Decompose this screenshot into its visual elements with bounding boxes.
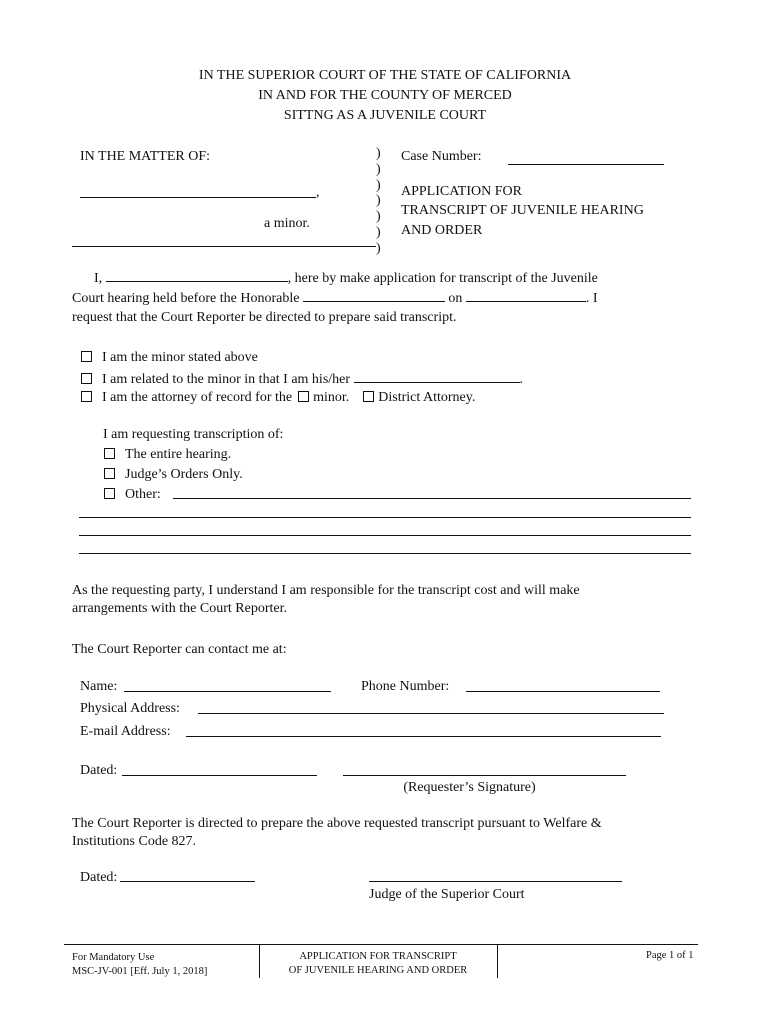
case-number-line[interactable] xyxy=(508,164,664,165)
contact-heading: The Court Reporter can contact me at: xyxy=(72,642,287,657)
hearing-date-field[interactable] xyxy=(466,288,586,302)
judge-name-field[interactable] xyxy=(303,288,445,302)
other-checkbox[interactable] xyxy=(104,488,115,499)
applicant-name-field[interactable] xyxy=(106,268,288,282)
footer-mandatory: For Mandatory Use xyxy=(72,952,155,963)
application-line2 xyxy=(72,288,598,308)
paren: ) xyxy=(376,240,381,256)
form-title-line1: APPLICATION FOR xyxy=(401,184,522,199)
other-field-line[interactable] xyxy=(79,535,691,536)
court-header-line2: IN AND FOR THE COUNTY OF MERCED xyxy=(258,88,512,103)
case-number-label: Case Number: xyxy=(401,149,482,164)
option-label: I am the attorney of record for the xyxy=(102,390,293,405)
relationship-option-minor xyxy=(81,349,258,367)
caption-divider xyxy=(376,146,381,257)
footer-rule xyxy=(64,944,698,945)
minor-name-comma: , xyxy=(316,185,320,200)
phone-label: Phone Number: xyxy=(361,679,450,694)
minor-checkbox[interactable] xyxy=(81,351,92,362)
option-label: I am related to the minor in that I am his/her xyxy=(102,372,351,387)
paren: ) xyxy=(376,209,381,225)
name-field[interactable] xyxy=(124,691,331,692)
option-label: Judge’s Orders Only. xyxy=(125,467,243,482)
transcription-heading: I am requesting transcription of: xyxy=(103,427,284,442)
address-label: Physical Address: xyxy=(80,701,180,716)
option-label: The entire hearing. xyxy=(125,447,232,462)
responsibility-line2: arrangements with the Court Reporter. xyxy=(72,601,287,616)
option-label: Other: xyxy=(125,487,161,502)
requester-signature-label: (Requester’s Signature) xyxy=(403,780,536,795)
judges-orders-checkbox[interactable] xyxy=(104,468,115,479)
transcription-option-orders xyxy=(104,466,243,484)
caption-bottom-line xyxy=(72,246,376,247)
responsibility-line1: As the requesting party, I understand I am responsible for the transcript cost and will make xyxy=(72,583,580,598)
footer-divider xyxy=(497,944,498,978)
application-line1-text: , here by make application for transcript of the Juvenile xyxy=(287,271,598,286)
other-field-line[interactable] xyxy=(79,553,691,554)
application-line2-end: . I xyxy=(585,291,598,306)
judge-signature-line[interactable] xyxy=(369,881,622,882)
period: . xyxy=(519,372,524,387)
other-field-line[interactable] xyxy=(173,498,691,499)
relationship-field[interactable] xyxy=(354,369,520,383)
form-title-line3: AND ORDER xyxy=(401,223,483,238)
application-line3: request that the Court Reporter be directed to prepare said transcript. xyxy=(72,310,457,325)
matter-label: IN THE MATTER OF: xyxy=(80,149,211,164)
judge-date-field[interactable] xyxy=(120,881,255,882)
transcription-option-other xyxy=(104,486,161,504)
judge-signature-label: Judge of the Superior Court xyxy=(369,887,525,902)
court-header-line3: SITTNG AS A JUVENILE COURT xyxy=(283,108,487,123)
email-label: E-mail Address: xyxy=(80,724,171,739)
attorney-minor-checkbox[interactable] xyxy=(298,391,309,402)
footer-title-line2: OF JUVENILE HEARING AND ORDER xyxy=(288,965,468,976)
honorable-label: Court hearing held before the Honorable xyxy=(72,291,300,306)
address-field[interactable] xyxy=(198,713,664,714)
requester-date-field[interactable] xyxy=(122,775,317,776)
application-line1 xyxy=(94,268,598,288)
minor-name-line[interactable] xyxy=(80,197,316,198)
district-attorney-label: District Attorney. xyxy=(378,390,476,405)
relationship-option-related xyxy=(81,369,523,389)
footer-title-line1: APPLICATION FOR TRANSCRIPT xyxy=(299,951,457,962)
paren: ) xyxy=(376,146,381,161)
paren: ) xyxy=(376,161,381,177)
form-title-line2: TRANSCRIPT OF JUVENILE HEARING xyxy=(401,203,644,218)
email-field[interactable] xyxy=(186,736,661,737)
name-label: Name: xyxy=(80,679,118,694)
transcription-option-entire xyxy=(104,446,231,464)
other-field-line[interactable] xyxy=(79,517,691,518)
district-attorney-checkbox[interactable] xyxy=(363,391,374,402)
court-header-line1: IN THE SUPERIOR COURT OF THE STATE OF CALIFORNIA xyxy=(198,68,572,83)
attorney-checkbox[interactable] xyxy=(81,391,92,402)
entire-hearing-checkbox[interactable] xyxy=(104,448,115,459)
paren: ) xyxy=(376,177,381,193)
related-checkbox[interactable] xyxy=(81,373,92,384)
requester-signature-line[interactable] xyxy=(343,775,626,776)
phone-field[interactable] xyxy=(466,691,660,692)
option-label: I am the minor stated above xyxy=(102,350,258,365)
minor-label: minor. xyxy=(313,390,350,405)
order-line2: Institutions Code 827. xyxy=(72,834,197,849)
relationship-option-attorney xyxy=(81,389,475,407)
requester-dated-label: Dated: xyxy=(80,763,118,778)
minor-label: a minor. xyxy=(264,216,310,231)
footer-form-id: MSC-JV-001 [Eff. July 1, 2018] xyxy=(72,966,208,977)
judge-dated-label: Dated: xyxy=(80,870,118,885)
i-prefix: I, xyxy=(94,271,103,286)
footer-page-number: Page 1 of 1 xyxy=(646,950,694,961)
paren: ) xyxy=(376,224,381,240)
paren: ) xyxy=(376,193,381,209)
on-label: on xyxy=(448,291,463,306)
order-line1: The Court Reporter is directed to prepare the above requested transcript pursuant to Welfare & xyxy=(72,816,602,831)
